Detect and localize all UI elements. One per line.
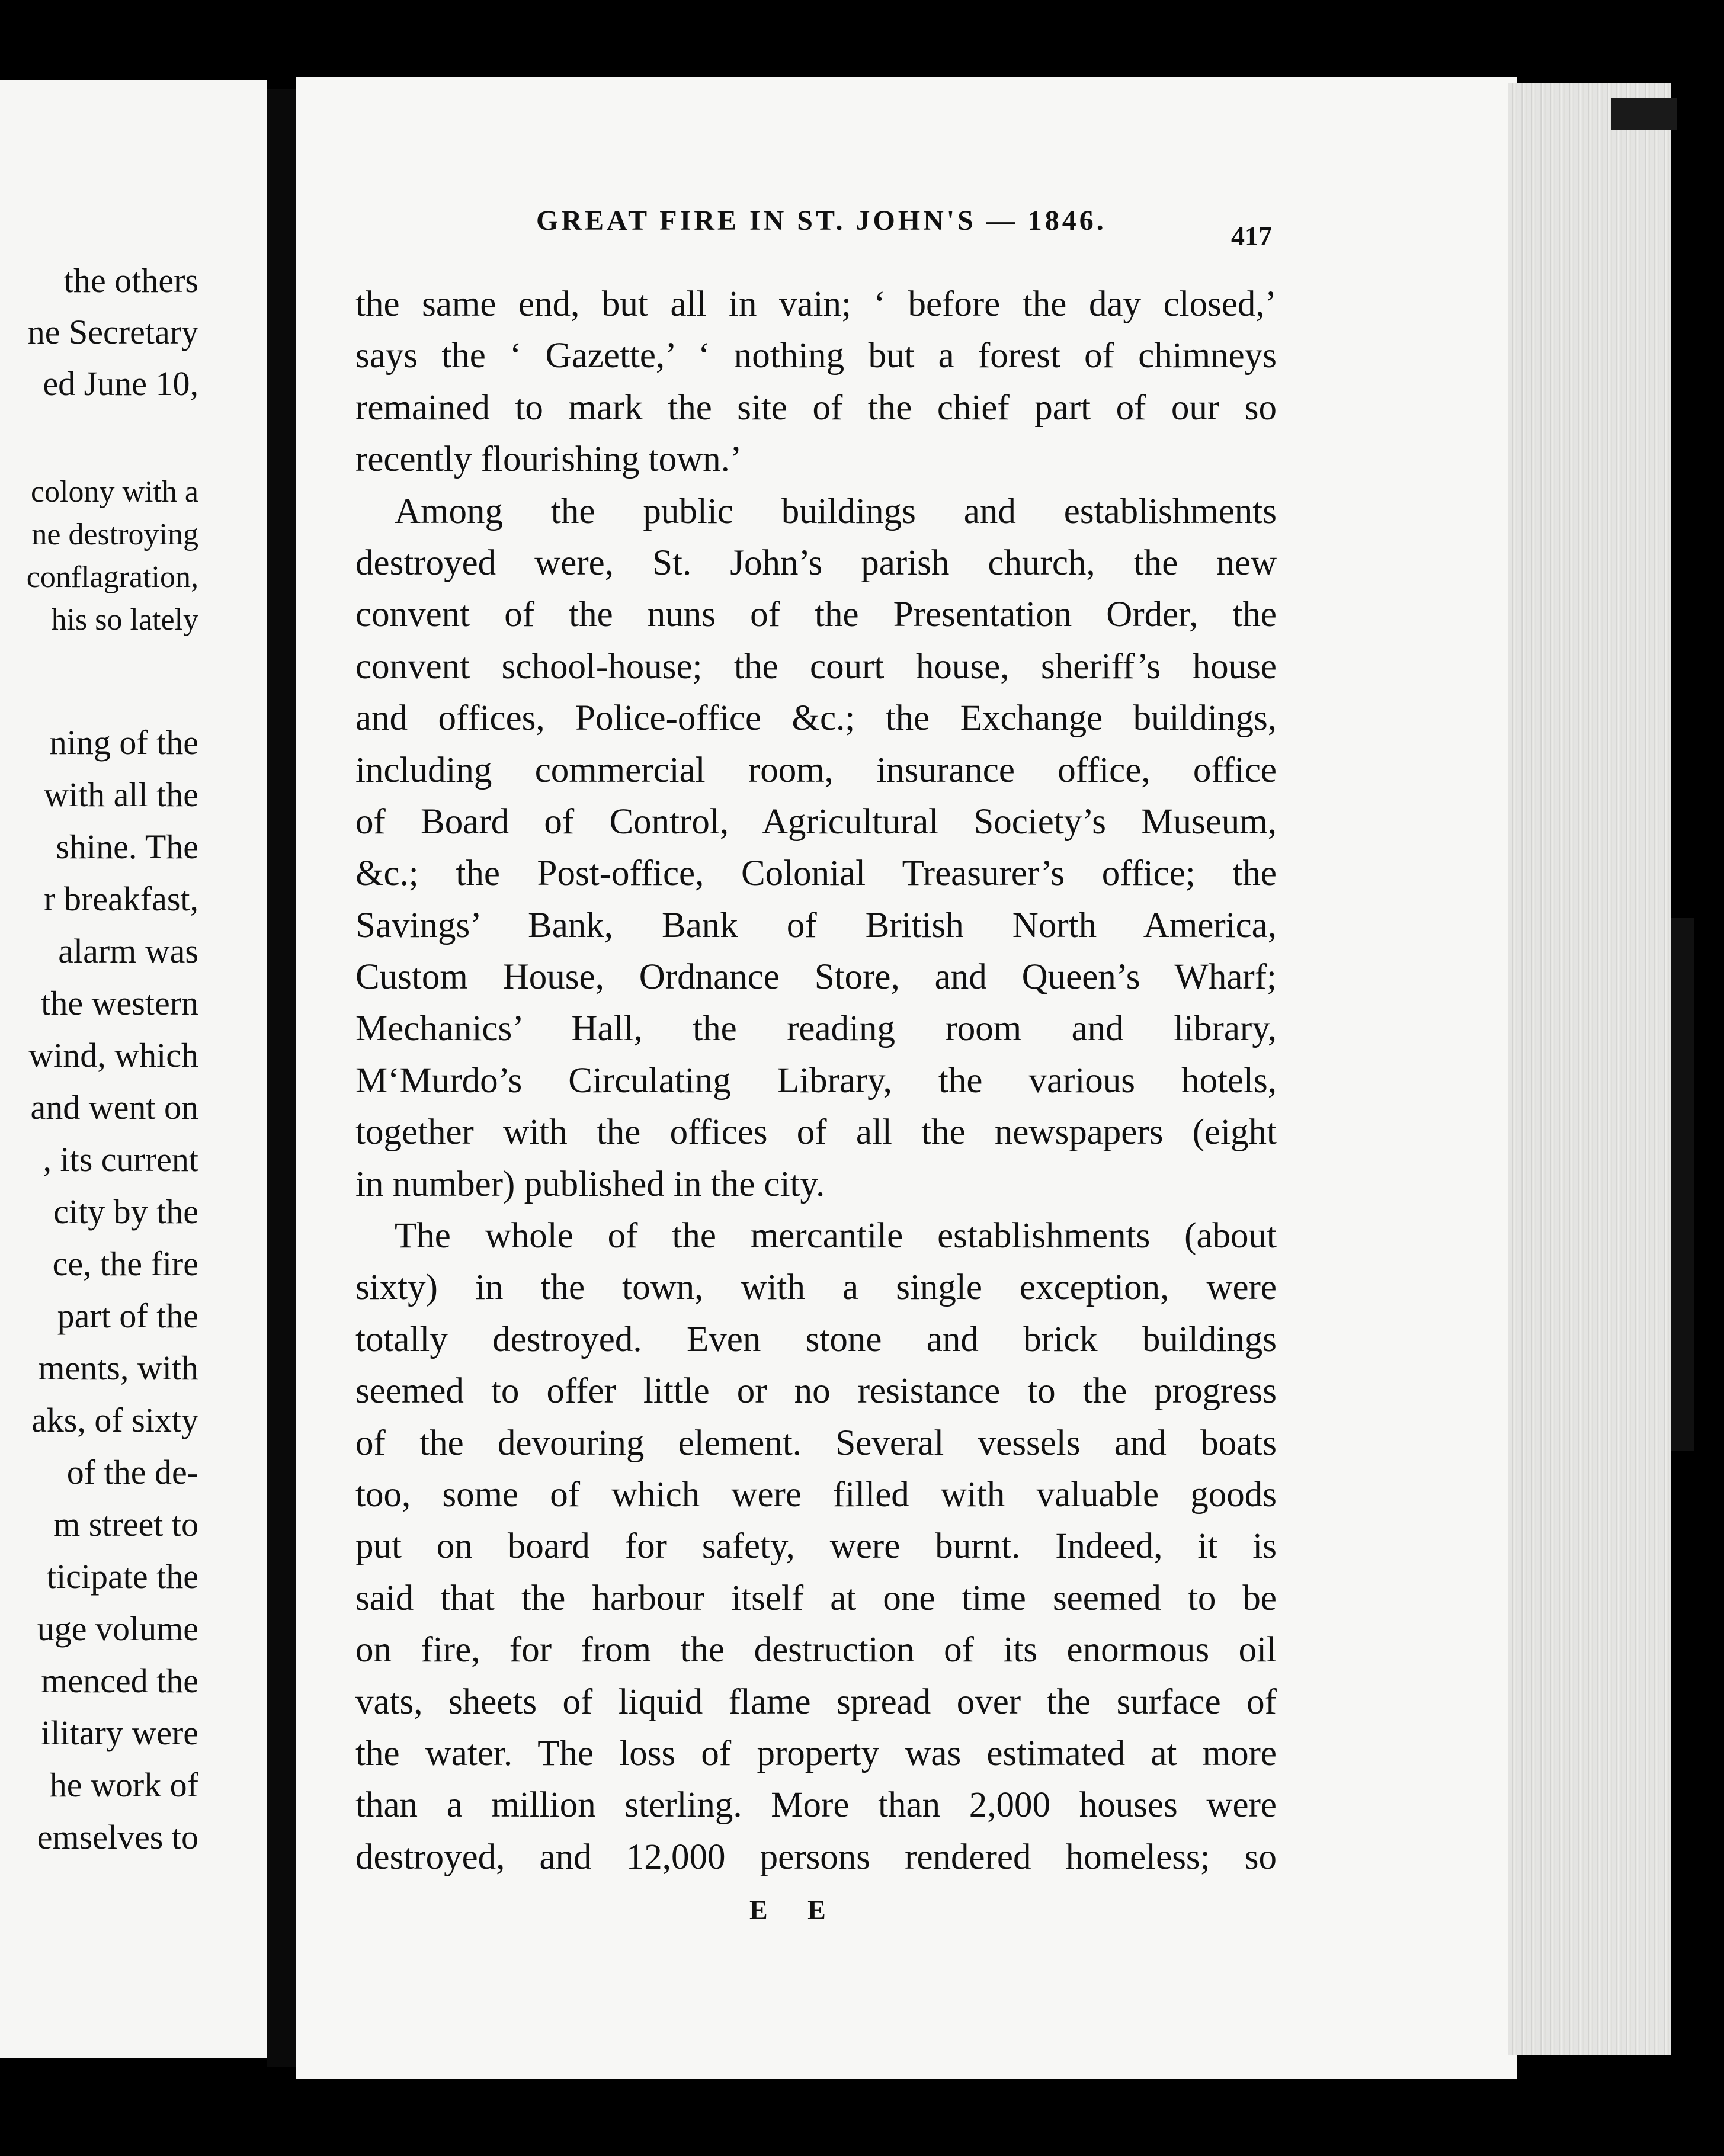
facing-text-line: his so lately: [51, 603, 198, 637]
facing-text-line: part of the: [57, 1297, 198, 1335]
text-line: of the devouring element. Several vessels and boats: [355, 1423, 1277, 1463]
facing-text-line: shine. The: [56, 827, 198, 866]
text-line: seemed to offer little or no resistance to the progress: [355, 1371, 1277, 1411]
text-line: convent of the nuns of the Presentation Order, the: [355, 595, 1277, 635]
facing-text-line: ments, with: [38, 1349, 198, 1387]
text-line: than a million sterling. More than 2,000 houses were: [355, 1785, 1277, 1825]
running-head: GREAT FIRE IN ST. JOHN'S — 1846.: [536, 205, 1107, 236]
text-line: sixty) in the town, with a single exception, were: [355, 1268, 1277, 1308]
text-line: remained to mark the site of the chief part of our so: [355, 387, 1277, 428]
facing-text-line: uge volume: [37, 1609, 198, 1648]
facing-text-line: of the de-: [66, 1453, 198, 1491]
text-line: Among the public buildings and establishments: [395, 491, 1277, 531]
page-body: [355, 278, 1277, 1883]
facing-text-line: wind, which: [28, 1036, 198, 1074]
facing-text-line: ne Secretary: [27, 313, 198, 351]
text-line: destroyed, and 12,000 persons rendered homeless; so: [355, 1837, 1277, 1877]
text-line: of Board of Control, Agricultural Society’s Museum,: [355, 801, 1277, 842]
text-line: Mechanics’ Hall, the reading room and library,: [355, 1009, 1277, 1049]
facing-text-line: menced the: [41, 1661, 198, 1700]
page-edges: [1508, 83, 1671, 2055]
text-line: including commercial room, insurance office, office: [355, 750, 1277, 790]
text-line: The whole of the mercantile establishments (about: [395, 1216, 1277, 1256]
text-line: too, some of which were filled with valuable goods: [355, 1474, 1277, 1515]
facing-text-line: ning of the: [49, 723, 198, 762]
facing-text-line: the western: [41, 984, 198, 1022]
facing-text-line: alarm was: [58, 932, 198, 970]
page-edge-shadow: [1671, 918, 1694, 1451]
text-line: M‘Murdo’s Circulating Library, the various hotels,: [355, 1060, 1277, 1101]
facing-text-line: city by the: [53, 1192, 198, 1231]
text-line: says the ‘ Gazette,’ ‘ nothing but a forest of chimneys: [355, 336, 1277, 376]
text-line: on fire, for from the destruction of its enormous oil: [355, 1630, 1277, 1670]
text-line: &c.; the Post-office, Colonial Treasurer’s office; the: [355, 854, 1277, 894]
facing-text-line: and went on: [30, 1088, 198, 1127]
text-line: and offices, Police-office &c.; the Exchange buildings,: [355, 698, 1277, 739]
facing-text-line: , its current: [43, 1140, 198, 1179]
facing-text-line: ticipate the: [46, 1557, 198, 1596]
text-line: said that the harbour itself at one time seemed to be: [355, 1578, 1277, 1618]
text-line: destroyed were, St. John’s parish church, the new: [355, 543, 1277, 583]
text-line: put on board for safety, were burnt. Indeed, it is: [355, 1526, 1277, 1567]
facing-text-line: the others: [63, 261, 198, 300]
facing-text-line: colony with a: [30, 475, 198, 509]
text-line: recently flourishing town.’: [355, 439, 742, 480]
text-line: together with the offices of all the newspapers (eight: [355, 1112, 1277, 1153]
facing-text-line: conflagration,: [26, 560, 198, 594]
facing-text-line: ce, the fire: [52, 1244, 198, 1283]
text-line: the same end, but all in vain; ‘ before the day closed,’: [355, 284, 1277, 324]
text-line: in number) published in the city.: [355, 1164, 825, 1204]
facing-text-line: m street to: [53, 1505, 198, 1544]
text-line: Custom House, Ordnance Store, and Queen’s Wharf;: [355, 957, 1277, 997]
facing-text-line: ilitary were: [41, 1714, 198, 1752]
book-gutter: [267, 89, 296, 2067]
text-line: the water. The loss of property was estimated at more: [355, 1733, 1277, 1773]
page-number: 417: [1231, 221, 1272, 251]
signature-mark: E E: [749, 1895, 842, 1925]
facing-text-line: he work of: [49, 1766, 198, 1804]
facing-page: [0, 80, 267, 2058]
text-line: totally destroyed. Even stone and brick buildings: [355, 1319, 1277, 1359]
facing-text-line: ne destroying: [31, 518, 198, 551]
facing-text-line: with all the: [44, 775, 198, 814]
page-edge-tab: [1611, 98, 1677, 130]
facing-text-line: r breakfast,: [44, 880, 198, 918]
facing-text-line: emselves to: [37, 1818, 198, 1856]
text-line: convent school-house; the court house, sheriff’s house: [355, 646, 1277, 686]
text-line: Savings’ Bank, Bank of British North America,: [355, 905, 1277, 945]
text-line: vats, sheets of liquid flame spread over the surface of: [355, 1682, 1277, 1722]
facing-text-line: aks, of sixty: [31, 1401, 198, 1439]
facing-text-line: ed June 10,: [43, 364, 198, 403]
